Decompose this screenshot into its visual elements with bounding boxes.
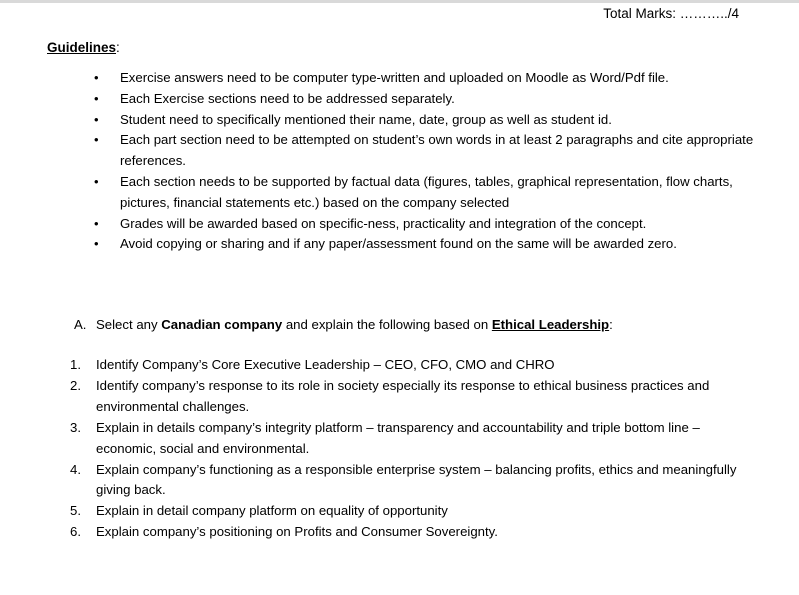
question-text: Explain company’s functioning as a responsible enterprise system – balancing profits, ethics and meaningfully giving back. bbox=[96, 461, 737, 498]
guideline-item bbox=[94, 172, 774, 214]
guidelines-heading-colon: : bbox=[116, 40, 120, 55]
guideline-text: Exercise answers need to be computer type-written and uploaded on Moodle as Word/Pdf file. bbox=[120, 70, 669, 85]
question-number: 4. bbox=[70, 461, 81, 477]
top-divider bbox=[0, 0, 799, 3]
bullet-icon: • bbox=[94, 173, 99, 189]
question-number: 5. bbox=[70, 503, 81, 519]
guideline-text: Student need to specifically mentioned their name, date, group as well as student id. bbox=[120, 111, 612, 127]
question-number: 2. bbox=[70, 377, 81, 393]
bullet-icon: • bbox=[94, 236, 99, 252]
section-a-questions bbox=[70, 355, 760, 543]
bullet-icon: • bbox=[94, 111, 99, 127]
guideline-text: Avoid copying or sharing and if any paper/assessment found on the same will be awarded zero. bbox=[120, 236, 677, 252]
guideline-item bbox=[94, 214, 774, 235]
section-a-prompt bbox=[74, 317, 613, 332]
question-text: Explain in detail company platform on equality of opportunity bbox=[96, 503, 448, 519]
guideline-item bbox=[94, 110, 774, 131]
section-a-text-3: : bbox=[609, 317, 613, 332]
guideline-text: Each Exercise sections need to be addressed separately. bbox=[120, 90, 455, 106]
section-a-text-1: Select any bbox=[96, 317, 162, 332]
question-item bbox=[70, 501, 760, 522]
question-text: Identify Company’s Core Executive Leadership – CEO, CFO, CMO and CHRO bbox=[96, 357, 555, 372]
section-a-marker: A. bbox=[74, 317, 87, 332]
guideline-text: Each section needs to be supported by factual data (figures, tables, graphical representation, flow charts, pictures, financial statements etc.) based on the company selected bbox=[120, 173, 733, 210]
question-item bbox=[70, 418, 760, 460]
question-item bbox=[70, 355, 760, 376]
question-text: Identify company’s response to its role in society especially its response to ethical business practices and environmental challenges. bbox=[96, 377, 710, 414]
guideline-text: Grades will be awarded based on specific-ness, practicality and integration of the concept. bbox=[120, 215, 647, 231]
guideline-item bbox=[94, 89, 774, 110]
bullet-icon: • bbox=[94, 132, 99, 148]
section-a-topic-emphasis: Ethical Leadership bbox=[491, 317, 610, 332]
question-number: 6. bbox=[70, 524, 81, 540]
section-a-text-2: and explain the following based on bbox=[282, 317, 492, 332]
guideline-item bbox=[94, 234, 774, 255]
question-number: 3. bbox=[70, 419, 81, 435]
bullet-icon: • bbox=[94, 90, 99, 106]
question-text: Explain in details company’s integrity platform – transparency and accountability and triple bottom line – economic, social and environmental. bbox=[96, 419, 700, 456]
question-number: 1. bbox=[70, 357, 81, 372]
guidelines-list bbox=[94, 68, 774, 255]
bullet-icon: • bbox=[94, 70, 99, 85]
bullet-icon: • bbox=[94, 215, 99, 231]
total-marks: Total Marks: ………../4 bbox=[603, 6, 739, 21]
question-item bbox=[70, 376, 760, 418]
guidelines-heading bbox=[47, 40, 120, 55]
section-a-company-emphasis: Canadian company bbox=[161, 317, 283, 332]
guideline-item bbox=[94, 130, 774, 172]
question-item bbox=[70, 522, 760, 543]
guidelines-heading-label: Guidelines bbox=[47, 40, 117, 55]
question-text: Explain company’s positioning on Profits and Consumer Sovereignty. bbox=[96, 524, 498, 540]
question-item bbox=[70, 460, 760, 502]
guideline-item bbox=[94, 68, 774, 89]
guideline-text: Each part section need to be attempted on student’s own words in at least 2 paragraphs and cite appropriate references. bbox=[120, 132, 754, 169]
